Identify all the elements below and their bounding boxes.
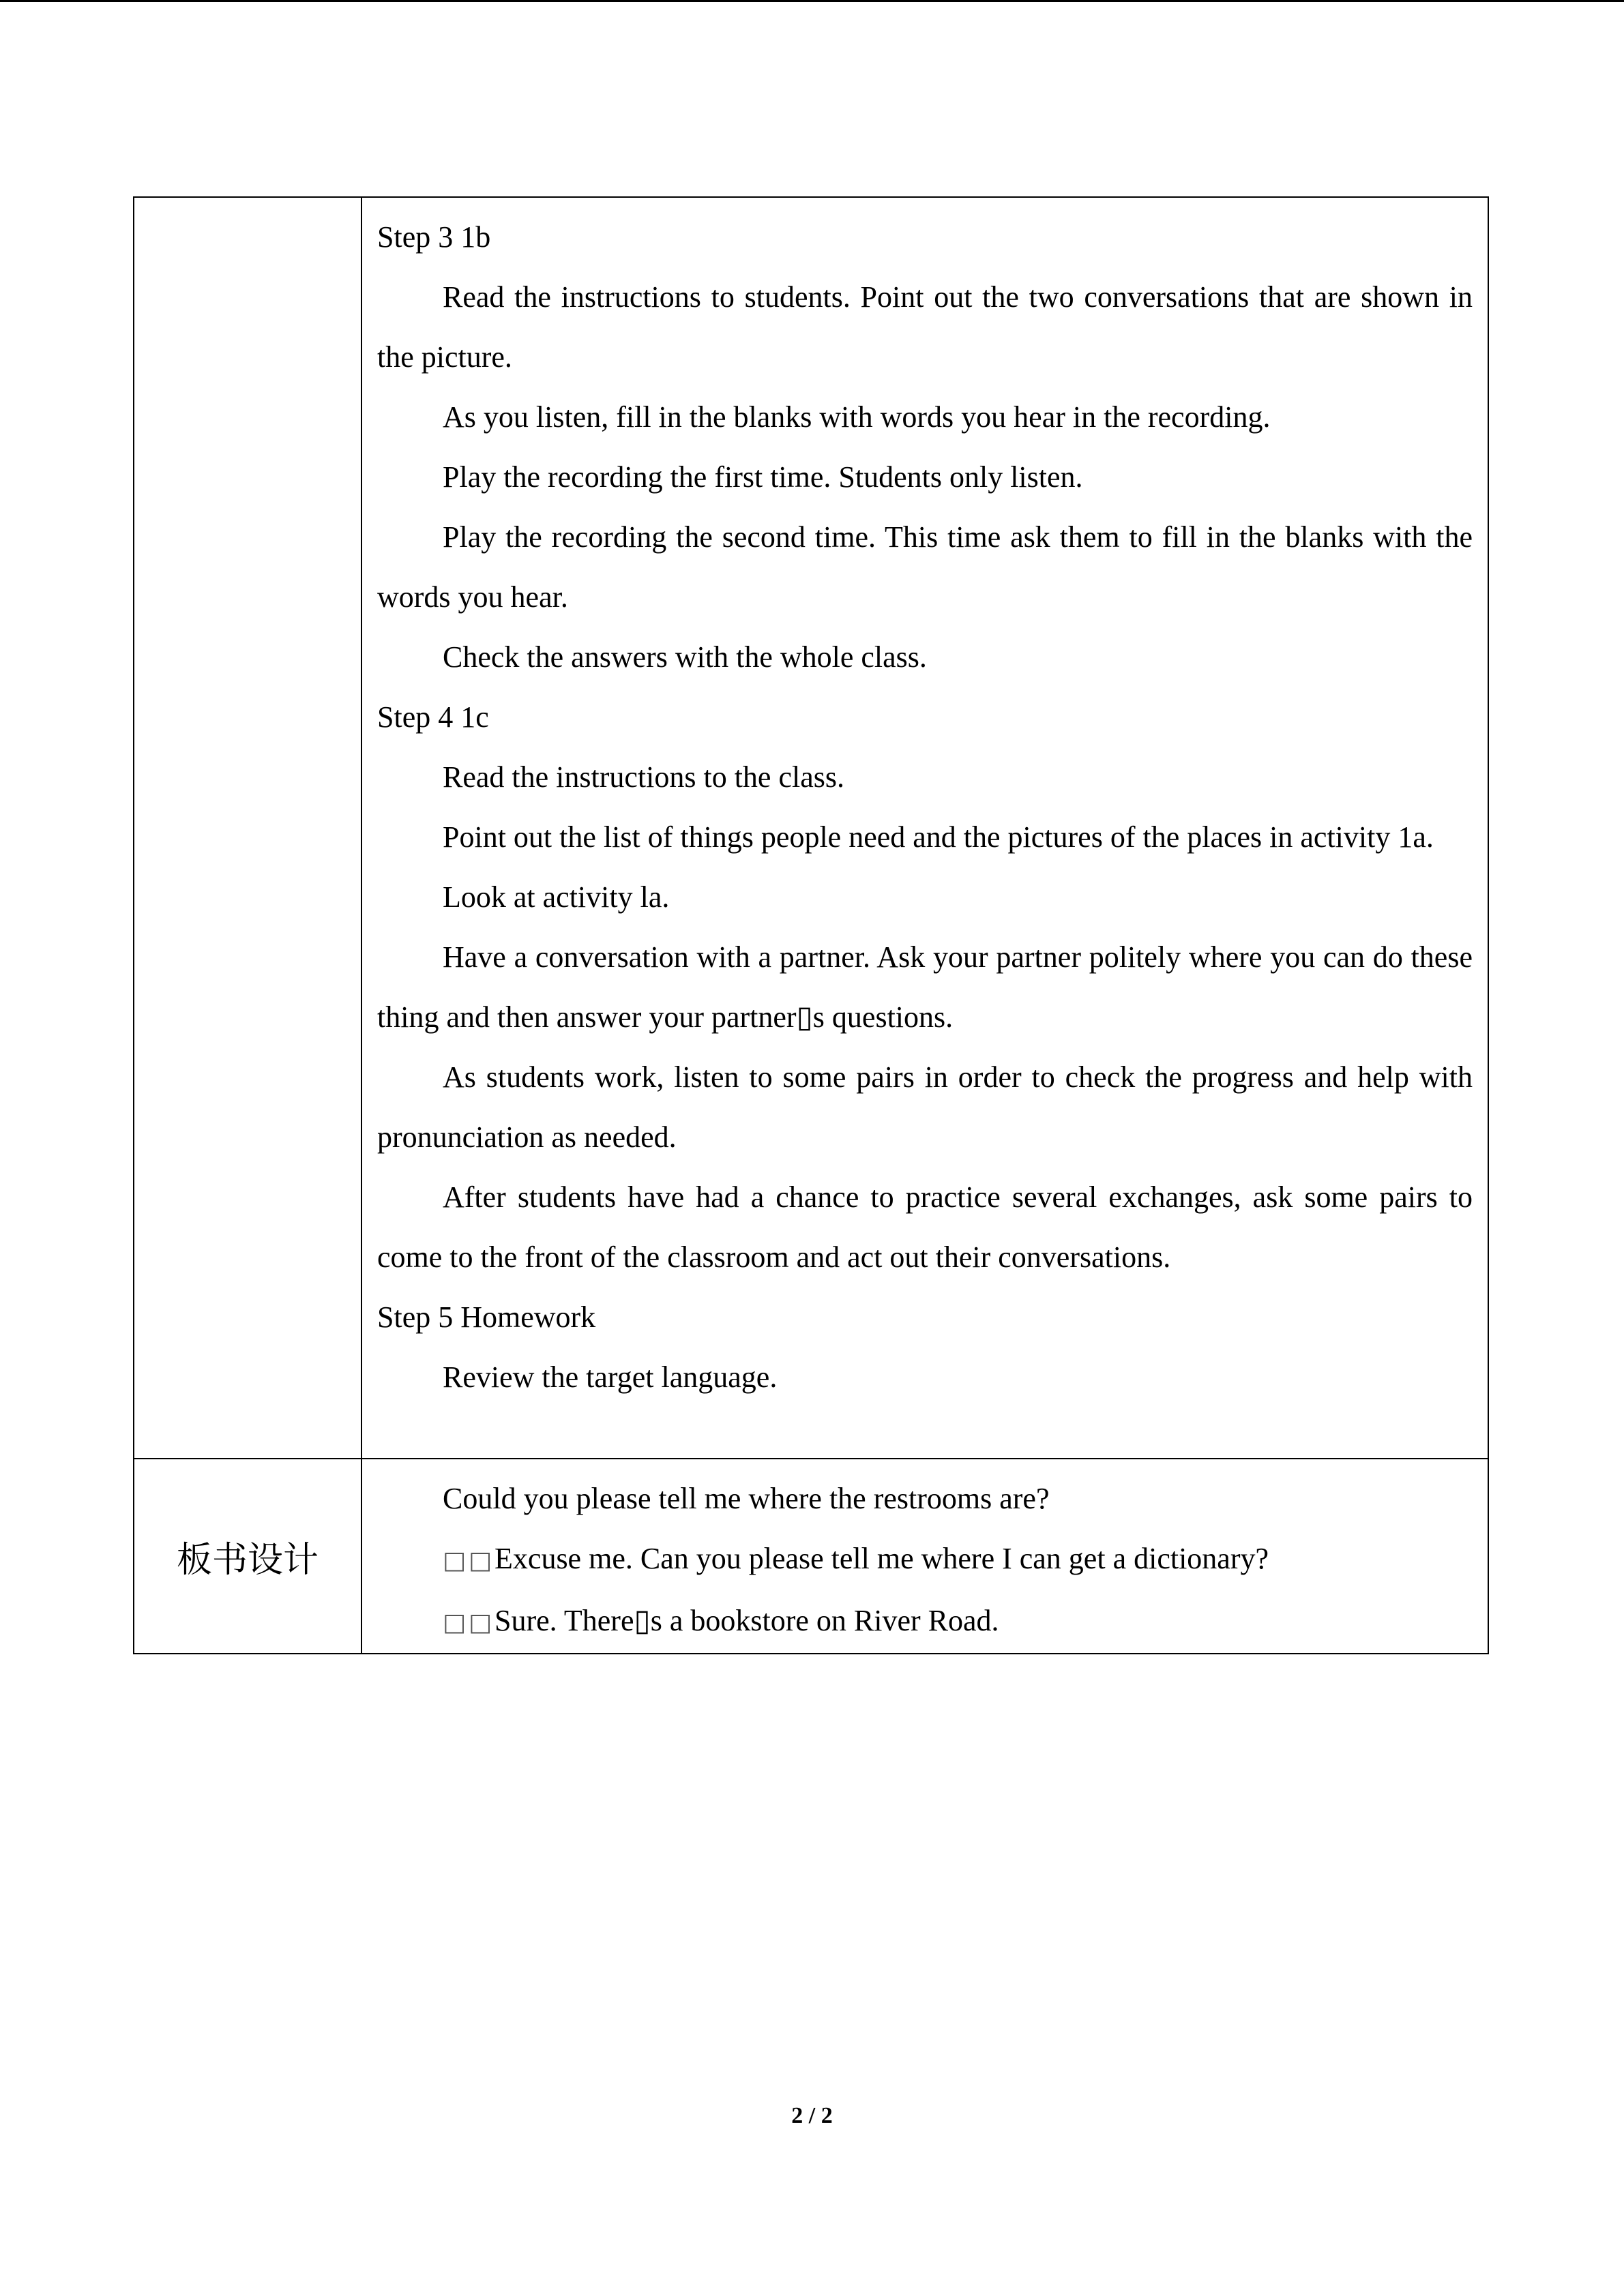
step3-paragraph-1: Read the instructions to students. Point out the two conversations that are shown in the picture. <box>377 280 1473 374</box>
board-line-2 <box>377 1529 1473 1591</box>
step3-heading: Step 3 1b <box>377 220 491 254</box>
board-line-3-text: Sure. There▯s a bookstore on River Road. <box>494 1604 999 1637</box>
step4-paragraph-5: As students work, listen to some pairs in order to check the progress and help with pronunciation as needed. <box>377 1060 1473 1154</box>
procedure-label-cell <box>134 197 361 1459</box>
board-design-content-cell <box>361 1459 1488 1654</box>
lesson-plan-table <box>133 196 1489 1654</box>
step3-paragraph-3: Play the recording the first time. Students only listen. <box>443 460 1083 494</box>
procedure-content-cell <box>361 197 1488 1459</box>
step3-paragraph-4: Play the recording the second time. This time ask them to fill in the blanks with the words you hear. <box>377 520 1473 614</box>
placeholder-box-icon: □□ <box>443 1547 495 1575</box>
top-border-line <box>0 0 1624 2</box>
procedure-row <box>134 197 1488 1459</box>
step4-paragraph-6: After students have had a chance to practice several exchanges, ask some pairs to come to the front of the classroom and act out their conversations. <box>377 1180 1473 1274</box>
step4-paragraph-2: Point out the list of things people need and the pictures of the places in activity 1a. <box>443 820 1434 854</box>
step3-paragraph-5: Check the answers with the whole class. <box>443 640 927 674</box>
step4-heading: Step 4 1c <box>377 700 489 734</box>
board-line-3 <box>377 1591 1473 1653</box>
board-line-1: Could you please tell me where the restrooms are? <box>443 1482 1050 1515</box>
board-design-row <box>134 1459 1488 1654</box>
step5-paragraph-1: Review the target language. <box>443 1360 778 1394</box>
board-design-label: 板书设计 <box>134 1459 361 1654</box>
step3-paragraph-2: As you listen, fill in the blanks with words you hear in the recording. <box>443 400 1271 434</box>
step4-paragraph-3: Look at activity la. <box>443 880 670 914</box>
step5-heading: Step 5 Homework <box>377 1300 596 1334</box>
step4-paragraph-1: Read the instructions to the class. <box>443 760 844 794</box>
page-number: 2 / 2 <box>791 2103 833 2128</box>
step4-paragraph-4: Have a conversation with a partner. Ask your partner politely where you can do these thing and then answer your partner▯s questions. <box>377 940 1473 1034</box>
board-line-2-text: Excuse me. Can you please tell me where I can get a dictionary? <box>494 1542 1269 1575</box>
placeholder-box-icon: □□ <box>443 1609 495 1637</box>
